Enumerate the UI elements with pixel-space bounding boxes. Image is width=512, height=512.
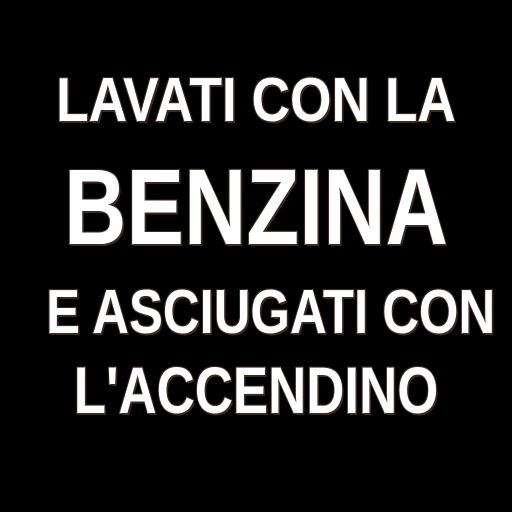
caption-line-4: L'ACCENDINO [73, 353, 439, 427]
caption-line-2-headline: BENZINA [63, 146, 448, 267]
caption-line-3: E ASCIUGATI CON [46, 278, 496, 347]
caption-line-1: LAVATI CON LA [56, 66, 456, 135]
